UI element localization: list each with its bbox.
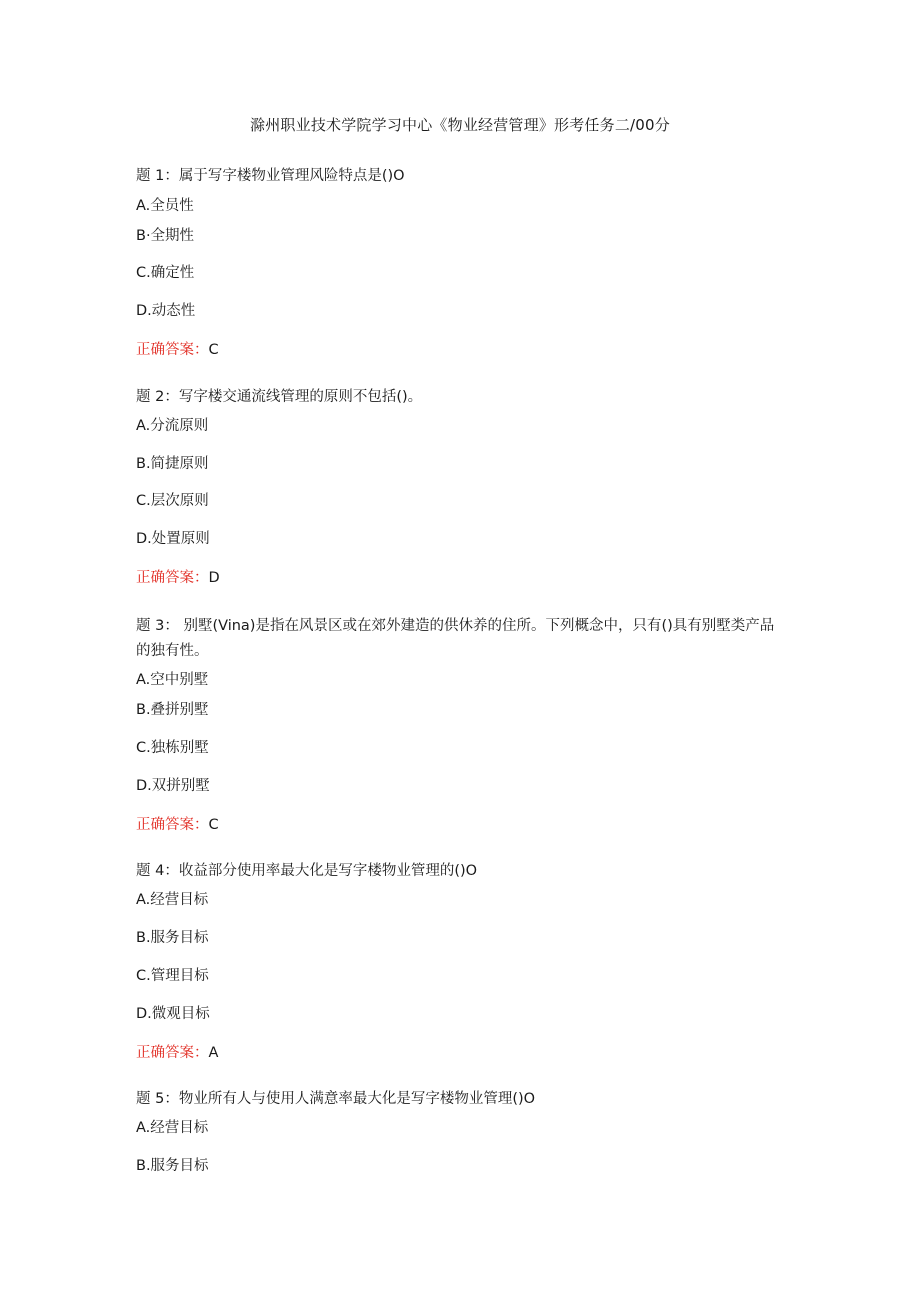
answer-value: A: [208, 1045, 219, 1061]
question-3-option-d: D.双拼别墅: [136, 778, 210, 794]
question-1-option-d: D.动态性: [136, 303, 196, 319]
question-4-answer: [136, 1043, 218, 1063]
question-5-option-a: A.经营目标: [136, 1120, 209, 1136]
question-5-stem: 题 5：物业所有人与使用人满意率最大化是写字楼物业管理()O: [136, 1091, 536, 1107]
question-4-option-a: A.经营目标: [136, 892, 209, 908]
question-3-option-c: C.独栋别墅: [136, 740, 209, 756]
question-1-option-c: C.确定性: [136, 265, 195, 281]
question-2-option-a: A.分流原则: [136, 418, 209, 434]
question-2-option-d: D.处置原则: [136, 531, 210, 547]
question-4-stem: 题 4：收益部分使用率最大化是写字楼物业管理的()O: [136, 863, 478, 879]
question-2-stem: 题 2：写字楼交通流线管理的原则不包括()。: [136, 389, 423, 405]
answer-value: C: [208, 817, 219, 833]
question-5-option-b: B.服务目标: [136, 1158, 209, 1174]
question-3-stem: 题 3： 别墅(Vina)是指在风景区或在郊外建造的供休养的住所。下列概念中，只有()具有别墅类产品的独有性。: [136, 618, 775, 659]
question-1-answer: [136, 340, 219, 360]
question-2-answer: [136, 568, 220, 588]
answer-value: C: [208, 342, 219, 358]
question-1-option-a: A.全员性: [136, 198, 194, 214]
question-3-option-b: B.叠拼别墅: [136, 702, 209, 718]
answer-label: 正确答案：: [136, 817, 209, 833]
answer-label: 正确答案：: [136, 342, 209, 358]
document-title: 滁州职业技术学院学习中心《物业经营管理》形考任务二/00分: [250, 116, 670, 134]
question-2-option-c: C.层次原则: [136, 493, 209, 509]
question-2-option-b: B.简捷原则: [136, 456, 209, 472]
question-4-option-d: D.微观目标: [136, 1006, 210, 1022]
answer-label: 正确答案：: [136, 570, 209, 586]
answer-value: D: [208, 570, 220, 586]
answer-label: 正确答案：: [136, 1045, 209, 1061]
question-4-option-b: B.服务目标: [136, 930, 209, 946]
question-3-answer: [136, 815, 219, 835]
question-1-stem: 题 1：属于写字楼物业管理风险特点是()O: [136, 168, 405, 184]
question-3-option-a: A.空中别墅: [136, 672, 209, 688]
question-4-option-c: C.管理目标: [136, 968, 209, 984]
question-1-option-b: B·全期性: [136, 228, 195, 244]
